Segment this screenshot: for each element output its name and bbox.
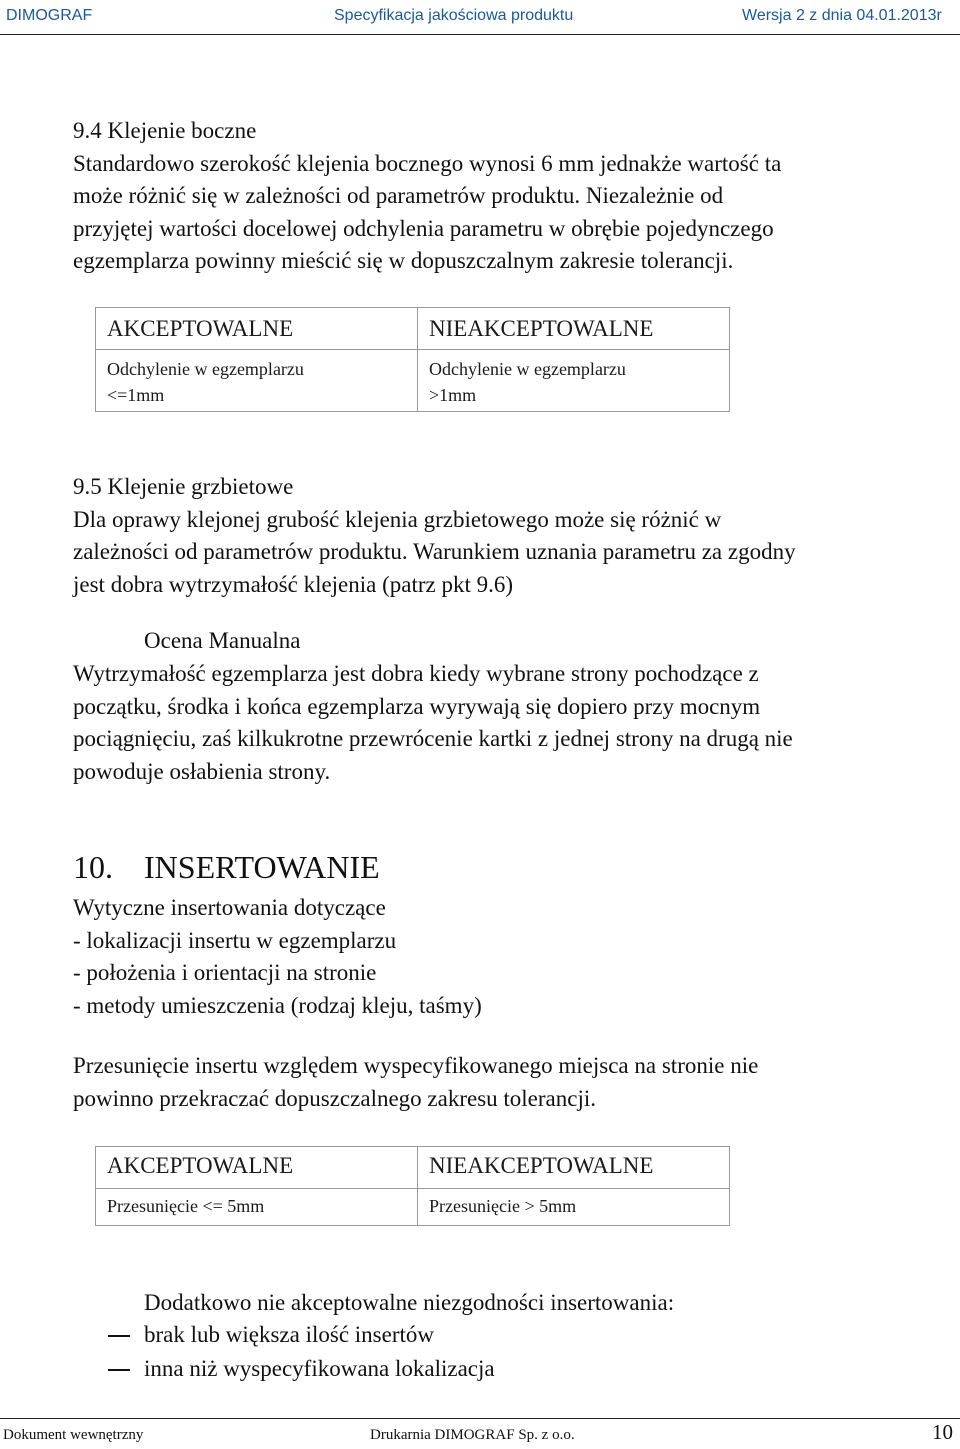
section-9-5-line: Dla oprawy klejonej grubość klejenia grzbietowego może się różnić w bbox=[73, 506, 722, 532]
manual-assessment-title: Ocena Manualna bbox=[144, 628, 301, 653]
guideline-line: Wytyczne insertowania dotyczące bbox=[73, 895, 386, 920]
accept-header: AKCEPTOWALNE bbox=[96, 308, 418, 350]
section-9-4-line: przyjętej wartości docelowej odchylenia parametru w obrębie pojedynczego bbox=[73, 215, 774, 241]
section-9-4-line: Standardowo szerokość klejenia bocznego wynosi 6 mm jednakże wartość ta bbox=[73, 150, 782, 176]
accept-header: AKCEPTOWALNE bbox=[96, 1147, 418, 1189]
shift-line: Przesunięcie insertu względem wyspecyfikowanego miejsca na stronie nie bbox=[73, 1053, 759, 1078]
reject-header: NIEAKCEPTOWALNE bbox=[418, 1147, 730, 1189]
section-9-5-title: 9.5 Klejenie grzbietowe bbox=[73, 474, 294, 499]
tolerance-table-10 bbox=[95, 1146, 730, 1226]
extra-nonconformities-title: Dodatkowo nie akceptowalne niezgodności insertowania: bbox=[144, 1290, 675, 1315]
section-10-title: INSERTOWANIE bbox=[144, 849, 380, 885]
manual-assessment-text bbox=[73, 658, 793, 788]
accept-value: Przesunięcie <= 5mm bbox=[96, 1189, 418, 1226]
extra-item: brak lub większa ilość insertów bbox=[144, 1322, 434, 1347]
guideline-line: - położenia i orientacji na stronie bbox=[73, 960, 377, 985]
reject-value-line: >1mm bbox=[429, 385, 477, 405]
bullet-dash bbox=[108, 1335, 130, 1337]
manual-line: początku, środka i końca egzemplarza wyrywają się dopiero przy mocnym bbox=[73, 693, 761, 719]
manual-line: Wytrzymałość egzemplarza jest dobra kiedy wybrane strony pochodzące z bbox=[73, 661, 759, 686]
reject-cell bbox=[418, 350, 730, 412]
header-version: Wersja 2 z dnia 04.01.2013r bbox=[742, 7, 942, 24]
section-9-5-line: zależności od parametrów produktu. Warunkiem uznania parametru za zgodny bbox=[73, 539, 796, 564]
reject-value-line: Odchylenie w egzemplarzu bbox=[429, 359, 626, 379]
bullet-dash bbox=[108, 1369, 130, 1371]
tolerance-table-9-4 bbox=[95, 307, 730, 412]
page-number: 10 bbox=[932, 1420, 953, 1444]
section-9-5 bbox=[73, 471, 796, 601]
accept-value-line: Odchylenie w egzemplarzu bbox=[107, 359, 304, 379]
header-company: DIMOGRAF bbox=[6, 7, 93, 24]
section-9-4-title: 9.4 Klejenie boczne bbox=[73, 118, 257, 143]
footer-left: Dokument wewnętrzny bbox=[3, 1427, 144, 1443]
insert-guidelines bbox=[73, 892, 482, 1022]
manual-line: powoduje osłabienia strony. bbox=[73, 758, 331, 784]
section-9-5-line: jest dobra wytrzymałość klejenia (patrz pkt 9.6) bbox=[73, 571, 514, 597]
section-9-4 bbox=[73, 115, 781, 278]
insert-shift-text bbox=[73, 1050, 758, 1115]
page-header bbox=[0, 0, 960, 35]
reject-value: Przesunięcie > 5mm bbox=[418, 1189, 730, 1226]
guideline-line: - metody umieszczenia (rodzaj kleju, taśmy) bbox=[73, 992, 482, 1018]
footer-center: Drukarnia DIMOGRAF Sp. z o.o. bbox=[370, 1427, 575, 1443]
header-doc-title: Specyfikacja jakościowa produktu bbox=[334, 7, 574, 24]
reject-header: NIEAKCEPTOWALNE bbox=[418, 308, 730, 350]
section-9-4-line: może różnić się w zależności od parametrów produktu. Niezależnie od bbox=[73, 183, 724, 208]
shift-line: powinno przekraczać dopuszczalnego zakresu tolerancji. bbox=[73, 1085, 596, 1111]
guideline-line: - lokalizacji insertu w egzemplarzu bbox=[73, 927, 397, 953]
section-10-number: 10. bbox=[73, 849, 113, 885]
manual-line: pociągnięciu, zaś kilkukrotne przewrócenie kartki z jednej strony na drugą nie bbox=[73, 726, 793, 751]
extra-item: inna niż wyspecyfikowana lokalizacja bbox=[144, 1356, 495, 1381]
accept-value-line: <=1mm bbox=[107, 385, 165, 405]
accept-cell bbox=[96, 350, 418, 412]
section-9-4-line: egzemplarza powinny mieścić się w dopuszczalnym zakresie tolerancji. bbox=[73, 248, 734, 273]
